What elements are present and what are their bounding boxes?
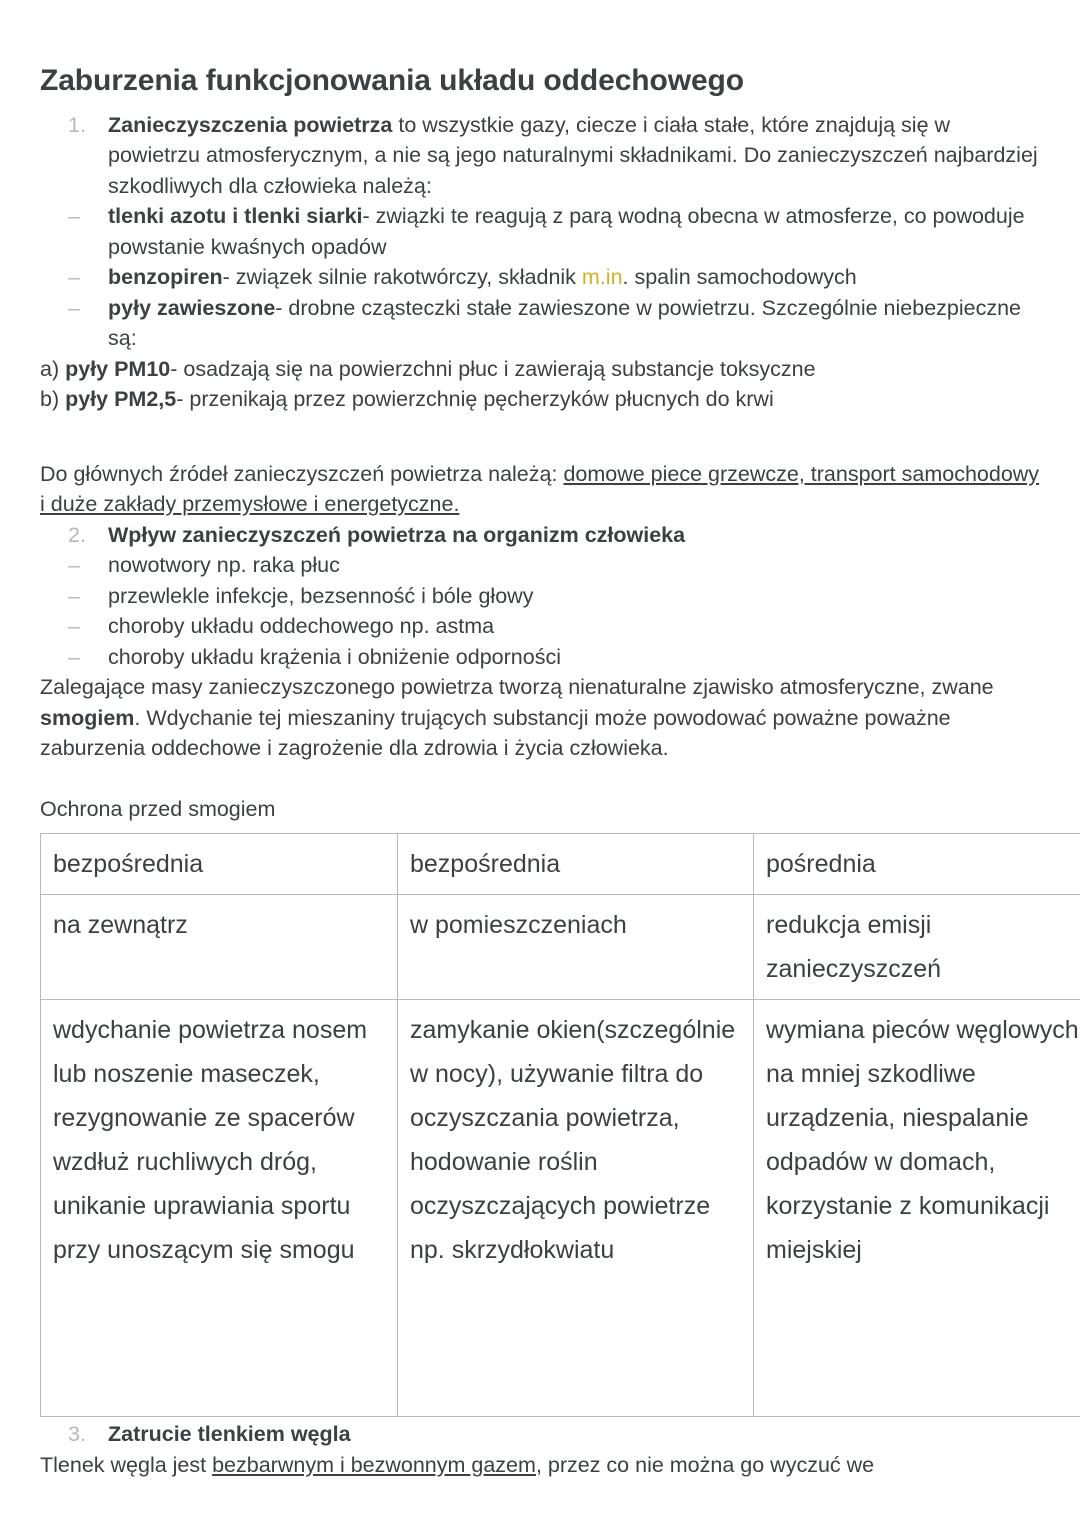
item1-bold-lead: Zanieczyszczenia powietrza — [108, 112, 393, 137]
dash-marker-1: – — [68, 204, 80, 228]
list-item-b — [40, 384, 1040, 415]
list-item-numbered-1 — [40, 110, 1040, 202]
last-paragraph-rest: , przez co nie można go wyczuć we — [535, 1452, 875, 1477]
item3-bold-lead: Zatrucie tlenkiem węgla — [108, 1422, 351, 1446]
smog-part1: Zalegające masy zanieczyszczonego powietrza tworzą nienaturalne zjawisko atmosferyczne, zwane — [40, 675, 994, 699]
table-caption: Ochrona przed smogiem — [40, 796, 276, 821]
paragraph-smog — [40, 672, 1040, 764]
effect-1-text: nowotwory np. raka płuc — [108, 553, 340, 577]
list-marker-3: 3. — [68, 1422, 86, 1446]
dash3-bold-lead: pyły zawieszone — [108, 295, 276, 320]
line-a-rest: - osadzają się na powierzchni płuc i zawierają substancje toksyczne — [170, 356, 816, 381]
page-title: Zaburzenia funkcjonowania układu oddechowego — [40, 64, 744, 97]
dash-marker-2: – — [68, 265, 80, 289]
table-cell-r2c1: na zewnątrz — [41, 895, 398, 1000]
list-marker-b: b) — [40, 387, 66, 411]
last-paragraph-underlined: bezbarwnym i bezwonnym gazem — [212, 1452, 536, 1477]
document-body — [40, 62, 1079, 1480]
table-cell-r2c3: redukcja emisji zanieczyszczeń — [754, 895, 1080, 1000]
table-row — [41, 1000, 1080, 1417]
dash-marker-3: – — [68, 295, 80, 320]
list-item-a — [40, 354, 1040, 385]
effect-2-text: przewlekle infekcje, bezsenność i bóle głowy — [108, 583, 534, 608]
paragraph-sources — [40, 459, 1040, 520]
highlighted-text-min: m.in — [581, 265, 623, 289]
dash-marker-effect-4: – — [68, 644, 80, 669]
table-cell-r3c3: wymiana pieców węglowych na mniej szkodliwe urządzenia, niespalanie odpadów w domach, korzystanie z komunikacji miejskiej — [754, 1000, 1080, 1417]
list-item-numbered-3 — [40, 1419, 1040, 1450]
list-item-effect-4 — [40, 642, 1040, 673]
dash2-rest-before: - związek silnie rakotwórczy, składnik — [222, 265, 582, 289]
table-cell-r1c2: bezpośrednia — [398, 834, 754, 895]
table-row — [41, 834, 1080, 895]
smog-bold-word: smogiem — [40, 705, 135, 730]
table-cell-r3c2: zamykanie okien(szczególnie w nocy), używanie filtra do oczyszczania powietrza, hodowanie roślin oczyszczających powietrze np. skrzydłokwiatu — [398, 1000, 754, 1417]
dash-marker-effect-2: – — [68, 583, 80, 608]
table-cell-r3c1: wdychanie powietrza nosem lub noszenie maseczek, rezygnowanie ze spacerów wzdłuż ruchliwych dróg, unikanie uprawiania sportu przy unoszącym się smogu — [41, 1000, 398, 1417]
last-paragraph-lead: Tlenek węgla jest — [40, 1452, 213, 1477]
line-b-rest: - przenikają przez powierzchnię pęcherzyków płucnych do krwi — [176, 387, 774, 411]
line-a-bold-lead: pyły PM10 — [65, 356, 171, 381]
dash1-rest: - związki te reagują z parą wodną obecna w atmosferze, co powoduje powstanie kwaśnych opadów — [108, 204, 1025, 259]
dash-marker-effect-1: – — [68, 553, 80, 577]
table-cell-r2c2: w pomieszczeniach — [398, 895, 754, 1000]
effect-3-text: choroby układu oddechowego np. astma — [108, 614, 495, 638]
list-item-effect-1 — [40, 550, 1040, 581]
dash2-rest-after: . spalin samochodowych — [622, 265, 857, 289]
table-cell-r1c1: bezpośrednia — [41, 834, 398, 895]
list-item-dash-2 — [40, 262, 1040, 293]
list-marker-1: 1. — [68, 112, 86, 137]
list-item-numbered-2 — [40, 520, 1040, 551]
spacer — [40, 764, 1040, 794]
spacer — [40, 415, 1040, 459]
list-item-effect-3 — [40, 611, 1040, 642]
effect-4-text: choroby układu krążenia i obniżenie odporności — [108, 644, 561, 669]
table-row — [41, 895, 1080, 1000]
smog-part2: . Wdychanie tej mieszaniny trujących substancji może powodować poważne poważne zaburzenia oddechowe i zagrożenie dla zdrowia i życia człowieka. — [40, 705, 951, 760]
dash1-bold-lead: tlenki azotu i tlenki siarki — [108, 204, 363, 228]
list-marker-a: a) — [40, 356, 66, 381]
sources-lead: Do głównych źródeł zanieczyszczeń powietrza należą: — [40, 461, 564, 486]
smog-protection-table — [40, 833, 1080, 1417]
list-marker-2: 2. — [68, 522, 86, 547]
dash2-bold-lead: benzopiren — [108, 265, 223, 289]
list-item-effect-2 — [40, 581, 1040, 612]
list-item-dash-3 — [40, 293, 1040, 354]
item1-rest: to wszystkie gazy, ciecze i ciała stałe, które znajdują się w powietrzu atmosferycznym, a nie są jego naturalnymi składnikami. Do zanieczyszczeń najbardziej szkodliwych dla człowieka należą: — [108, 112, 1038, 198]
table-cell-r1c3: pośrednia — [754, 834, 1080, 895]
paragraph-carbon-monoxide — [40, 1450, 1040, 1481]
dash3-rest: - drobne cząsteczki stałe zawieszone w powietrzu. Szczególnie niebezpieczne są: — [108, 295, 1022, 350]
dash-marker-effect-3: – — [68, 614, 80, 638]
line-b-bold-lead: pyły PM2,5 — [65, 387, 177, 411]
sources-underlined: domowe piece grzewcze, transport samochodowy i duże zakłady przemysłowe i energetyczne. — [40, 461, 1040, 516]
item2-bold-lead: Wpływ zanieczyszczeń powietrza na organizm człowieka — [108, 522, 686, 547]
list-item-dash-1 — [40, 201, 1040, 262]
